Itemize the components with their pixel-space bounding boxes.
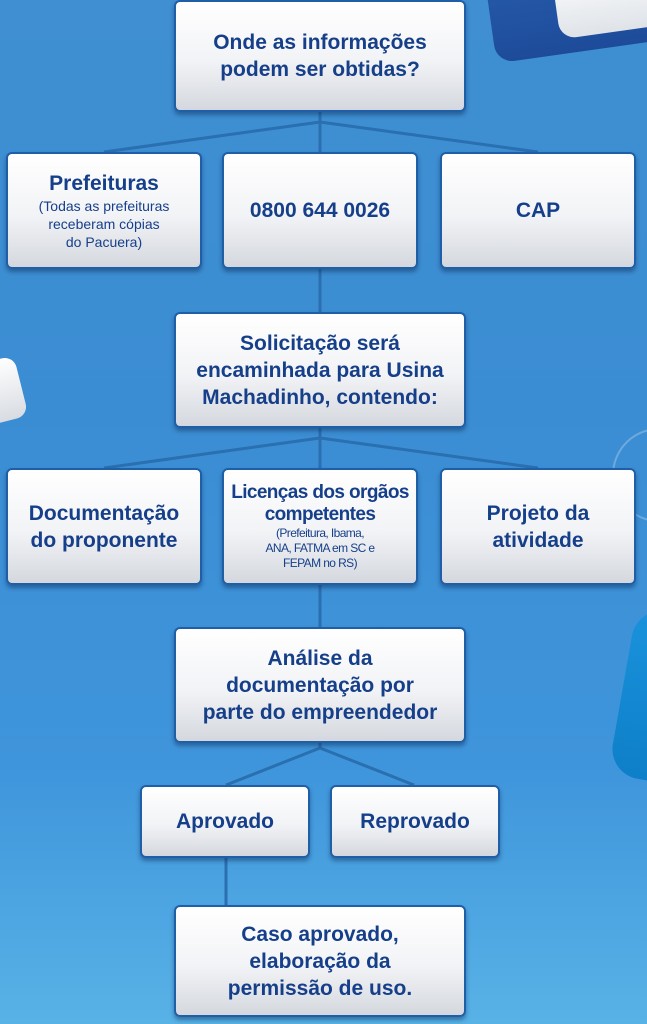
connector-to-prefeituras <box>104 122 320 152</box>
connector-to-rejected <box>320 748 414 785</box>
analysis-line-2: documentação por <box>226 673 414 697</box>
prefeituras-box <box>6 152 202 269</box>
prefeituras-note-line-2: receberam cópias <box>48 216 160 232</box>
licenses-title-line-2: competentes <box>264 504 376 525</box>
request-box <box>174 312 466 428</box>
rejected-label: Reprovado <box>360 810 470 833</box>
cap-box <box>440 152 636 269</box>
request-line-1: Solicitação será <box>240 331 400 355</box>
project-line-1: Projeto da <box>486 501 590 525</box>
final-line-2: elaboração da <box>249 949 391 973</box>
project-box <box>440 468 636 585</box>
licenses-title-line-1: Licenças dos orgãos <box>231 482 409 503</box>
question-box <box>174 0 466 112</box>
request-line-2: encaminhada para Usina <box>196 358 444 382</box>
analysis-box <box>174 627 466 743</box>
question-line-2: podem ser obtidas? <box>220 58 420 81</box>
connector-to-project <box>320 438 538 468</box>
phone-number: 0800 644 0026 <box>249 199 391 222</box>
prefeituras-note-line-3: do Pacuera) <box>65 234 143 250</box>
phone-box <box>222 152 418 269</box>
prefeituras-note-line-1: (Todas as prefeituras <box>38 198 170 214</box>
documentation-line-2: do proponente <box>30 528 178 552</box>
approved-box <box>140 785 310 858</box>
analysis-line-3: parte do empreendedor <box>202 700 438 724</box>
final-line-3: permissão de uso. <box>227 976 413 1000</box>
rejected-box <box>330 785 500 858</box>
licenses-box <box>222 468 418 585</box>
cap-label: CAP <box>515 199 561 222</box>
documentation-box <box>6 468 202 585</box>
approved-label: Aprovado <box>175 810 274 833</box>
connector-to-documentation <box>104 438 320 468</box>
licenses-note-line-2: ANA, FATMA em SC e <box>265 541 375 555</box>
licenses-note-line-3: FEPAM no RS) <box>283 556 357 570</box>
question-line-1: Onde as informações <box>213 31 427 54</box>
final-box <box>174 905 466 1017</box>
final-line-1: Caso aprovado, <box>241 922 399 946</box>
documentation-line-1: Documentação <box>28 501 180 525</box>
request-line-3: Machadinho, contendo: <box>202 385 438 409</box>
project-line-2: atividade <box>492 528 584 552</box>
licenses-note-line-1: (Prefeitura, Ibama, <box>276 526 364 540</box>
prefeituras-title: Prefeituras <box>49 172 159 195</box>
analysis-line-1: Análise da <box>267 646 373 670</box>
connector-to-approved <box>226 748 320 785</box>
connector-to-cap <box>320 122 538 152</box>
